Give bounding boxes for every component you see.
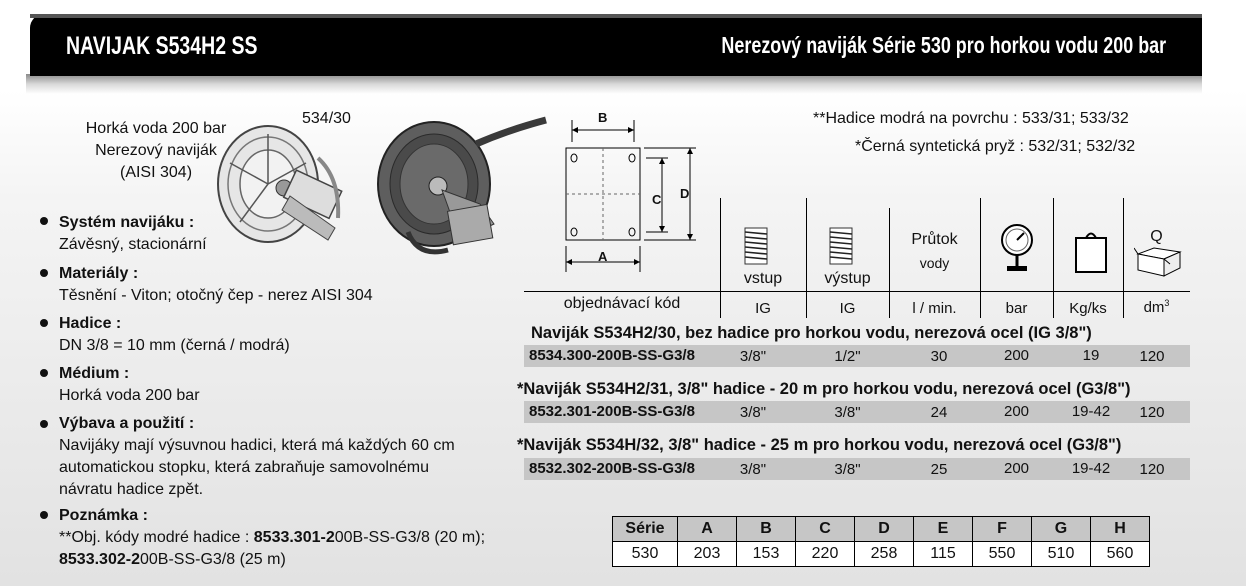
note-line-2 [59,549,286,571]
bullet-icon [40,319,48,327]
intro-line-3: (AISI 304) [119,164,193,181]
reel-hose-image [368,112,548,262]
order-code: 8532.302-200B-SS-G3/8 [529,460,695,477]
dims-header: G [1032,517,1091,542]
cell-flow: 30 [930,348,948,365]
thread-outlet-icon [828,226,854,266]
cell-outlet: 1/2" [834,348,861,365]
spec-heading-medium: Médium : [59,365,130,382]
dims-value: 530 [613,542,678,567]
header-shadow [26,74,1202,94]
group-title: Naviják S534H2/30, bez hadice pro horkou vodu, nerezová ocel (IG 3/8") [531,324,1092,342]
col-inlet-name: vstup [743,270,783,287]
unit-sup: 3 [1164,298,1170,308]
dims-value: 153 [737,542,796,567]
spec-text-system: Závěsný, stacionární [59,236,207,253]
header-highlight [30,14,1202,18]
cell-weight: 19 [1082,347,1100,364]
order-code: 8534.300-200B-SS-G3/8 [529,347,695,364]
col-inlet-unit: IG [755,300,771,317]
note-line-1 [59,527,485,549]
weight-icon [1073,228,1109,274]
bullet-icon [40,420,48,428]
spec-text-usage-3: návratu hadice zpět. [59,481,204,498]
col-flow-name: Průtok [911,231,958,248]
dims-value: 550 [973,542,1032,567]
dims-value: 258 [855,542,914,567]
cell-weight: 19-42 [1071,403,1111,420]
dims-header-row [613,517,1150,542]
dims-header: C [796,517,855,542]
dim-label-b: B [598,110,608,125]
cell-inlet: 3/8" [739,461,767,478]
cell-volume: 120 [1139,404,1165,421]
dims-header: B [737,517,796,542]
spec-heading-note: Poznámka : [59,507,148,524]
bullet-icon [40,217,48,225]
col-outlet-unit: IG [839,300,856,317]
group-title: *Naviják S534H/32, 3/8" hadice - 25 m pro horkou vodu, nerezová ocel (G3/8") [517,436,1122,454]
col-pressure-unit: bar [1005,300,1028,317]
order-code: 8532.301-200B-SS-G3/8 [529,403,695,420]
dims-value-row [613,542,1150,567]
header-bar [30,14,1202,76]
col-flow-name2: vody [919,255,950,271]
cell-inlet: 3/8" [739,348,767,365]
note-code: 8533.301-2 [253,529,335,546]
cell-outlet: 3/8" [834,404,861,421]
spec-text-usage-1: Navijáky mají výsuvnou hadici, která má každých 60 cm [59,437,455,454]
model-label: 534/30 [302,110,351,127]
intro-line-2: Nerezový naviják [95,142,217,159]
dims-header: H [1091,517,1150,542]
col-volume-unit [1123,298,1190,316]
spec-heading-hose: Hadice : [59,315,122,332]
cell-flow: 24 [930,404,948,421]
page-subtitle: Nerezový naviják Série 530 pro horkou vodu 200 bar [721,32,1166,58]
spec-text-hose: DN 3/8 = 10 mm (černá / modrá) [59,337,290,354]
bullet-icon [40,269,48,277]
note-text: 00B-SS-G3/8 (25 m) [139,551,286,568]
cell-flow: 25 [930,461,948,478]
cell-pressure: 200 [1003,403,1030,420]
hose-note-blue: **Hadice modrá na povrchu : 533/31; 533/32 [813,110,1129,127]
dim-label-d: D [680,186,690,201]
dim-label-a: A [598,249,608,264]
col-outlet-name: výstup [824,270,871,287]
dims-value: 203 [678,542,737,567]
col-flow-unit: l / min. [912,300,957,317]
bullet-icon [40,511,48,519]
reel-steel-image [210,118,360,258]
dims-header: F [973,517,1032,542]
dim-label-c: C [652,192,662,207]
cell-pressure: 200 [1003,460,1030,477]
hose-note-black: *Černá syntetická pryž : 532/31; 532/32 [855,138,1136,155]
order-code-label: objednávací kód [563,295,681,312]
dims-header: D [855,517,914,542]
dims-header: E [914,517,973,542]
dims-header: A [678,517,737,542]
cell-weight: 19-42 [1071,460,1111,477]
thread-inlet-icon [743,226,769,266]
box-volume-icon [1134,244,1184,278]
intro-line-1: Horká voda 200 bar [85,120,227,137]
dimensions-table [612,516,1150,567]
note-code: 8533.302-2 [59,551,140,568]
col-q-name: Q [1150,228,1163,245]
dims-value: 115 [914,542,973,567]
dims-header: Série [613,517,678,542]
note-text: 00B-SS-G3/8 (20 m); [334,529,486,546]
col-weight-unit: Kg/ks [1069,300,1107,317]
dims-value: 220 [796,542,855,567]
dims-value: 510 [1032,542,1091,567]
bullet-icon [40,369,48,377]
group-title: *Naviják S534H2/31, 3/8" hadice - 20 m pro horkou vodu, nerezová ocel (G3/8") [517,380,1131,398]
cell-inlet: 3/8" [739,404,767,421]
note-text: **Obj. kódy modré hadice : [59,529,254,546]
table-header-rule [524,291,1190,292]
dims-value: 560 [1091,542,1150,567]
page-title: NAVIJAK S534H2 SS [66,32,258,60]
spec-heading-system: Systém navijáku : [59,214,195,231]
cell-pressure: 200 [1003,347,1030,364]
spec-text-medium: Horká voda 200 bar [59,387,200,404]
cell-volume: 120 [1139,348,1165,365]
cell-volume: 120 [1139,461,1165,478]
spec-text-usage-2: automatickou stopku, která zabraňuje samovolnému [59,459,429,476]
spec-text-materials: Těsnění - Viton; otočný čep - nerez AISI 304 [59,287,373,304]
cell-outlet: 3/8" [834,461,861,478]
pressure-gauge-icon [999,222,1035,274]
unit-text: dm [1143,299,1165,316]
spec-heading-usage: Výbava a použití : [59,415,195,432]
spec-heading-materials: Materiály : [59,265,139,282]
